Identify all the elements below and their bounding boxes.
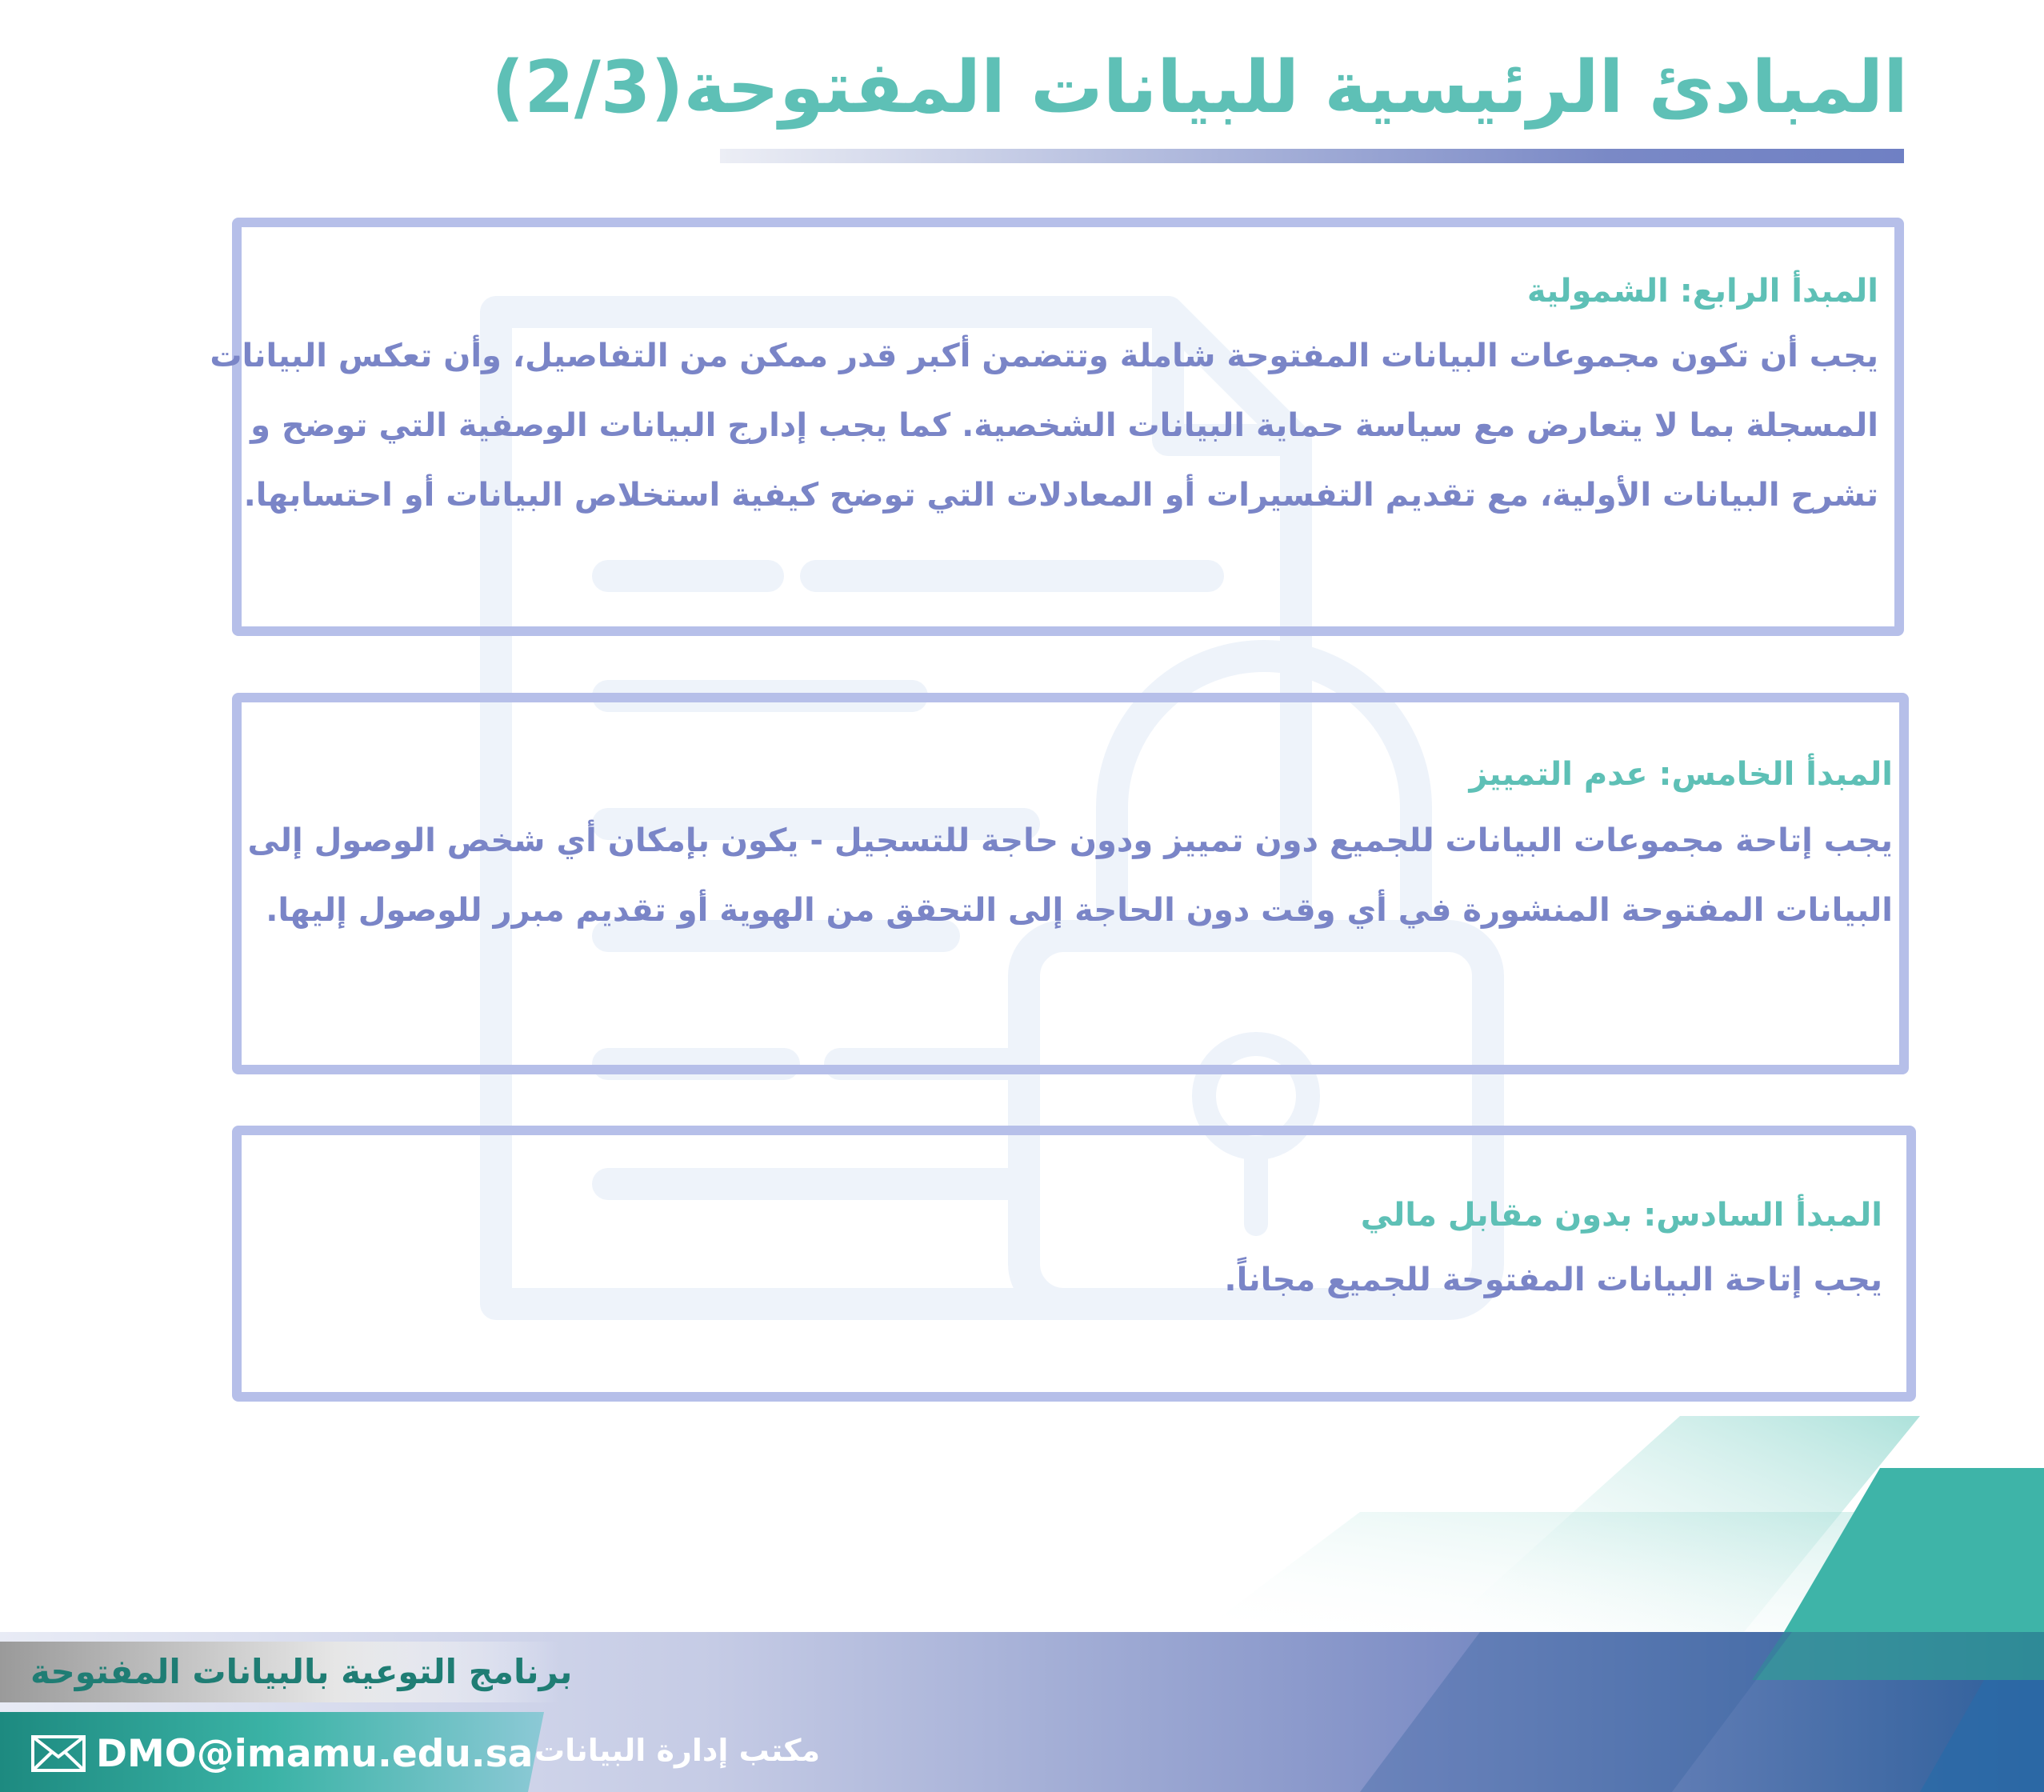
- envelope-icon: [30, 1734, 86, 1773]
- title-underline: [720, 149, 1904, 163]
- principle-text-line: تشرح البيانات الأولية، مع تقديم التفسيرات أو المعادلات التي توضح كيفية استخلاص البيانات أو احتسابها.: [243, 477, 1878, 514]
- principle-text-line: يجب إتاحة مجموعات البيانات للجميع دون تمييز ودون حاجة للتسجيل - يكون بإمكان أي شخص الوصول إلى: [247, 822, 1893, 859]
- principle-text-line: يجب إتاحة البيانات المفتوحة للجميع مجاناً.: [1224, 1262, 1882, 1298]
- principle-heading: المبدأ السادس: بدون مقابل مالي: [1360, 1197, 1882, 1234]
- principle-text-line: البيانات المفتوحة المنشورة في أي وقت دون الحاجة إلى التحقق من الهوية أو تقديم مبرر للوصول إليها.: [266, 892, 1893, 929]
- footer-program-name: برنامج التوعية بالبيانات المفتوحة: [30, 1652, 573, 1691]
- principle-card-non-discrimination: [232, 693, 1909, 1074]
- footer-email-link[interactable]: [30, 1730, 533, 1778]
- page-title: المبادئ الرئيسية للبيانات المفتوحة(2/3): [491, 46, 1908, 130]
- principle-text-line: المسجلة بما لا يتعارض مع سياسة حماية البيانات الشخصية. كما يجب إدارج البيانات الوصفية التي توضح و: [250, 407, 1878, 444]
- principle-heading: المبدأ الرابع: الشمولية: [1526, 273, 1878, 310]
- principle-card-inclusiveness: [210, 218, 1904, 636]
- footer-email[interactable]: DMO@imamu.edu.sa: [96, 1731, 534, 1776]
- principle-card-free-of-charge: [232, 1126, 1916, 1402]
- principle-heading: المبدأ الخامس: عدم التمييز: [1469, 756, 1893, 793]
- footer-office-name: مكتب إدارة البيانات: [534, 1733, 820, 1768]
- principle-text-line: يجب أن تكون مجموعات البيانات المفتوحة شاملة وتتضمن أكبر قدر ممكن من التفاصيل، وأن تعكس البيانات: [210, 338, 1878, 374]
